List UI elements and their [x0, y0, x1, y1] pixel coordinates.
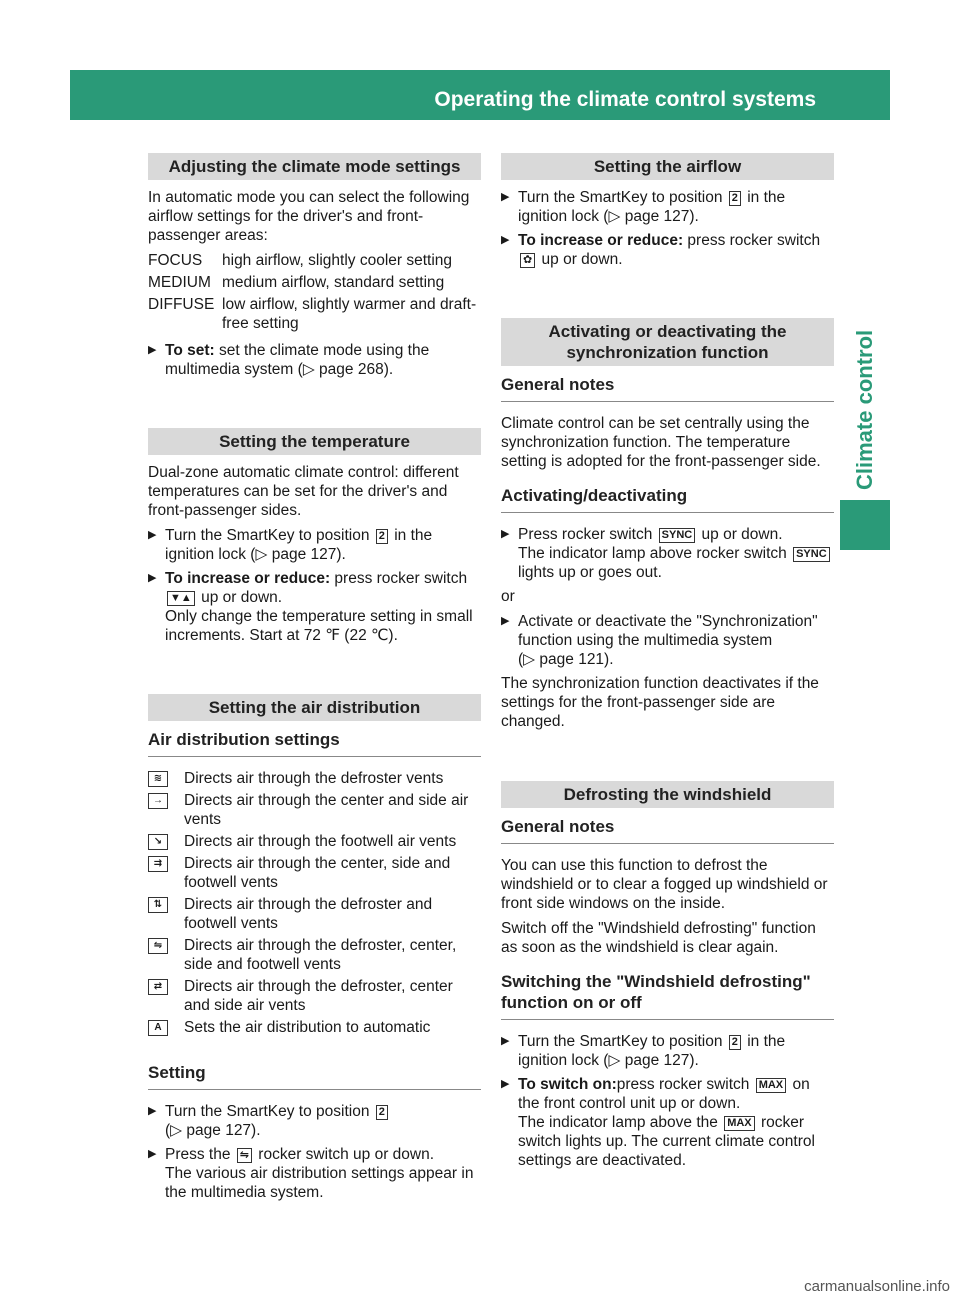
step-text: on the front control unit up or down. — [518, 1076, 810, 1112]
section-heading: Defrosting the windshield — [501, 781, 834, 808]
page-number: 121 — [914, 88, 950, 111]
list-item — [148, 854, 481, 892]
sync-icon: SYNC — [793, 547, 830, 562]
side-tab-marker — [840, 500, 890, 550]
step-arrow-icon: ▶ — [501, 528, 510, 540]
windshield-defrost-max-icon: MAX — [756, 1078, 786, 1093]
step-text: in the ignition lock ( — [165, 527, 433, 563]
page-ref-icon: ▷ — [255, 546, 272, 563]
list-item — [148, 769, 481, 788]
step-label: To increase or reduce: — [165, 570, 331, 587]
key-position-icon: 2 — [376, 1105, 388, 1120]
list-item — [148, 273, 481, 292]
section-heading: Setting the temperature — [148, 428, 481, 455]
mode-desc: medium airflow, standard setting — [222, 274, 445, 291]
side-tab — [840, 160, 890, 490]
list-item — [148, 832, 481, 851]
step — [501, 525, 834, 582]
step-arrow-icon: ▶ — [148, 1105, 157, 1117]
step-note: lights up or goes out. — [518, 564, 662, 581]
page-reference: page 121). — [539, 651, 614, 668]
sub-heading: Air distribution settings — [148, 729, 481, 757]
defrost-vent-icon: ≋ — [148, 771, 168, 787]
list-item — [148, 251, 481, 270]
step-text: up or down. — [537, 251, 623, 268]
step-note: The indicator lamp above rocker switch — [518, 545, 792, 562]
step-arrow-icon: ▶ — [501, 1078, 510, 1090]
temperature-rocker-icon: ▼▲ — [167, 591, 195, 606]
step-text: up or down. — [196, 589, 283, 606]
climate-mode-list — [148, 251, 481, 333]
step-arrow-icon: ▶ — [501, 191, 510, 203]
step-text: Press rocker switch — [518, 526, 657, 543]
step — [148, 1145, 481, 1202]
page-ref-icon: ▷ — [170, 1122, 187, 1139]
list-item — [148, 895, 481, 933]
step-label: To set: — [165, 342, 215, 359]
key-position-icon: 2 — [376, 529, 388, 544]
step-text: set the climate mode using the multimedia system ( — [165, 342, 430, 378]
step-text: in the ignition lock ( — [518, 1033, 786, 1069]
list-item — [148, 977, 481, 1015]
list-item — [148, 791, 481, 829]
step — [148, 341, 481, 379]
paragraph: You can use this function to defrost the windshield or to clear a fogged up windshield or front side windows on the inside. — [501, 857, 828, 912]
air-desc: Directs air through the defroster and footwell vents — [184, 896, 433, 932]
section-heading: Setting the air distribution — [148, 694, 481, 721]
paragraph: Climate control can be set centrally using the synchronization function. The temperature setting is adopted for the front-passenger side. — [501, 415, 821, 470]
page-reference: page 127). — [624, 1052, 699, 1069]
left-column — [148, 153, 481, 1207]
sub-heading: Setting — [148, 1062, 481, 1090]
defrost-footwell-vent-icon: ⇅ — [148, 897, 168, 913]
step-text: Activate or deactivate the "Synchronization" function using the multimedia system — [518, 613, 818, 649]
step-note: The indicator lamp above the — [518, 1114, 723, 1131]
paragraph: or — [501, 588, 515, 605]
sub-heading: Activating/deactivating — [501, 485, 834, 513]
step — [148, 526, 481, 564]
step — [501, 1075, 834, 1170]
step-arrow-icon: ▶ — [501, 234, 510, 246]
header-title: Operating the climate control systems — [434, 88, 816, 111]
step-text: Turn the SmartKey to position — [165, 1103, 374, 1120]
step-text: Turn the SmartKey to position — [518, 189, 727, 206]
footwell-vent-icon: ↘ — [148, 834, 168, 850]
step-text: press rocker switch — [330, 570, 468, 587]
step — [501, 188, 834, 226]
step-text: Turn the SmartKey to position — [165, 527, 374, 544]
page-ref-icon: ▷ — [302, 361, 320, 378]
step-text: in the ignition lock ( — [518, 189, 786, 225]
step — [148, 569, 481, 645]
key-position-icon: 2 — [729, 1035, 741, 1050]
air-desc: Directs air through the center, side and footwell vents — [184, 855, 451, 891]
center-footwell-vent-icon: ⇉ — [148, 856, 168, 872]
page-reference: page 127). — [271, 546, 346, 563]
paragraph: Dual-zone automatic climate control: different temperatures can be set for the driver's and front-passenger sides. — [148, 464, 459, 519]
step-arrow-icon: ▶ — [501, 1035, 510, 1047]
air-distribution-icon: ⇋ — [237, 1148, 252, 1163]
watermark: carmanualsonline.info — [804, 1278, 950, 1295]
windshield-defrost-max-icon: MAX — [724, 1116, 754, 1131]
step-label: To switch on: — [518, 1076, 617, 1093]
air-distribution-list — [148, 769, 481, 1037]
step-text: Turn the SmartKey to position — [518, 1033, 727, 1050]
key-position-icon: 2 — [729, 191, 741, 206]
page-header — [70, 70, 950, 120]
section-heading: Setting the airflow — [501, 153, 834, 180]
page-reference: page 127). — [624, 208, 699, 225]
paragraph: Switch off the "Windshield defrosting" function as soon as the windshield is clear again. — [501, 920, 816, 956]
air-desc: Directs air through the defroster, center, side and footwell vents — [184, 937, 457, 973]
mode-term: DIFFUSE — [148, 296, 215, 313]
mode-desc: high airflow, slightly cooler setting — [222, 252, 453, 269]
page-ref-icon: ▷ — [608, 1052, 625, 1069]
sync-icon: SYNC — [659, 528, 696, 543]
step-arrow-icon: ▶ — [148, 1148, 157, 1160]
page-reference: page 268). — [319, 361, 394, 378]
air-desc: Sets the air distribution to automatic — [184, 1019, 431, 1036]
air-desc: Directs air through the center and side air vents — [184, 792, 469, 828]
mode-term: FOCUS — [148, 252, 203, 269]
fan-rocker-icon: ✿ — [520, 253, 535, 268]
step-label: To increase or reduce: — [518, 232, 684, 249]
step-note: Only change the temperature setting in small increments. Start at 72 ℉ (22 ℃). — [165, 608, 473, 644]
air-desc: Directs air through the defroster vents — [184, 770, 444, 787]
list-item — [148, 295, 481, 333]
step: ▶ Activate or deactivate the "Synchronization" function using the multimedia system (▷ page 121). — [501, 613, 818, 668]
step-note: The various air distribution settings appear in the multimedia system. — [165, 1165, 474, 1201]
step-arrow-icon: ▶ — [148, 529, 157, 541]
step-note: rocker switch lights up. The current climate control settings are deactivated. — [518, 1114, 815, 1169]
paragraph: The synchronization function deactivates if the settings for the front-passenger side are changed. — [501, 675, 819, 730]
step: ▶ Turn the SmartKey to position 2 (▷ page 127). — [148, 1102, 481, 1140]
air-desc: Directs air through the footwell air vents — [184, 833, 457, 850]
mode-term: MEDIUM — [148, 274, 211, 291]
list-item — [148, 1018, 481, 1037]
center-vent-icon: → — [148, 793, 168, 809]
section-heading: Activating or deactivating the synchronization function — [501, 318, 834, 366]
list-item — [148, 936, 481, 974]
section-heading: Adjusting the climate mode settings — [148, 153, 481, 180]
step-text: up or down. — [697, 526, 783, 543]
sub-heading: General notes — [501, 816, 834, 844]
sub-heading: General notes — [501, 374, 834, 402]
step-text: Press the — [165, 1146, 235, 1163]
step-arrow-icon: ▶ — [148, 344, 157, 356]
page-reference: page 127). — [186, 1122, 261, 1139]
step-text: rocker switch up or down. — [254, 1146, 435, 1163]
step-arrow-icon: ▶ — [148, 572, 157, 584]
right-column — [501, 153, 834, 1175]
auto-vent-icon: A — [148, 1020, 168, 1036]
air-desc: Directs air through the defroster, center and side air vents — [184, 978, 453, 1014]
page-ref-icon: ▷ — [523, 651, 540, 668]
defrost-center-footwell-vent-icon: ⇋ — [148, 938, 168, 954]
step — [501, 231, 834, 269]
paragraph: In automatic mode you can select the following airflow settings for the driver's and front-passenger areas: — [148, 189, 470, 244]
defrost-center-vent-icon: ⇄ — [148, 979, 168, 995]
step-text: press rocker switch — [683, 232, 821, 249]
page-ref-icon: ▷ — [608, 208, 625, 225]
step-arrow-icon: ▶ — [501, 615, 510, 627]
step — [501, 1032, 834, 1070]
mode-desc: low airflow, slightly warmer and draft-free setting — [222, 296, 477, 332]
side-tab-label: Climate control — [852, 329, 877, 490]
step-text: press rocker switch — [616, 1076, 754, 1093]
sub-heading: Switching the "Windshield defrosting" function on or off — [501, 971, 834, 1020]
